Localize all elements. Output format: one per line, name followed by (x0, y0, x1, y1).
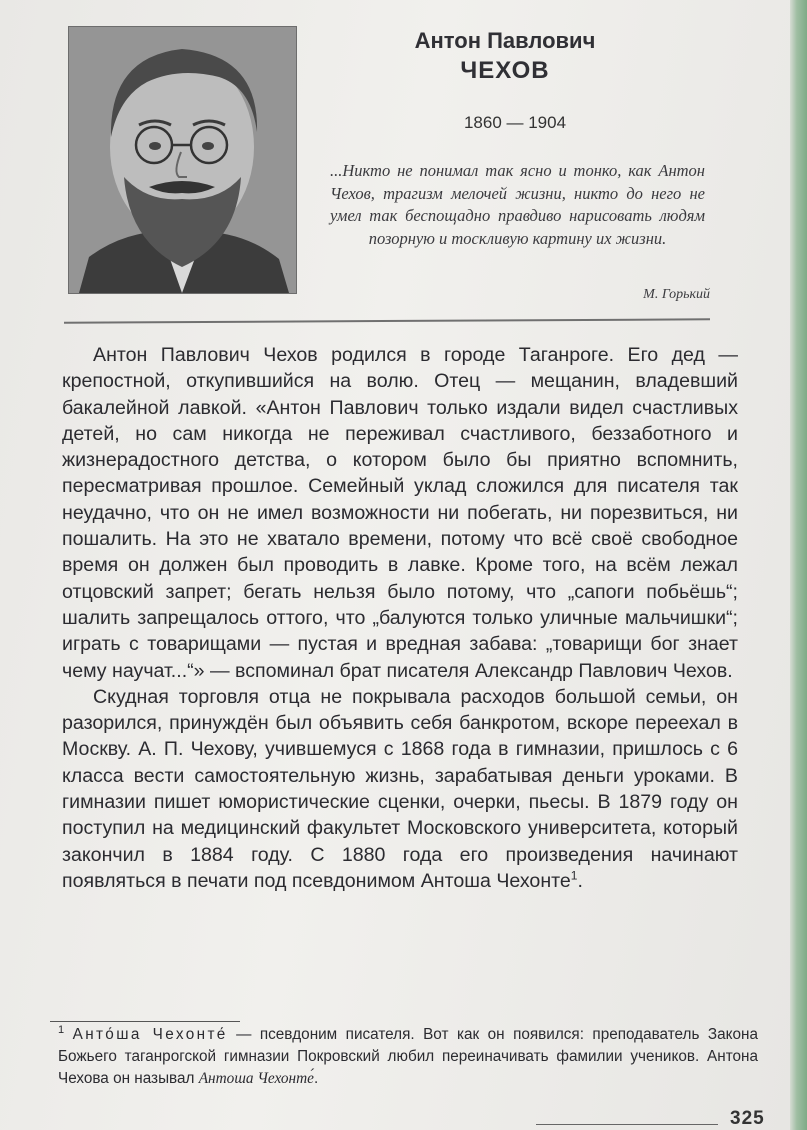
book-edge (790, 0, 807, 1130)
footnote-text: — псевдоним писателя. Вот как он появился: преподаватель Закона Божьего таганрогской гимназии Покровский любил переиначивать фамилии учеников. Антона Чехова он называл (58, 1026, 759, 1088)
page-bottom-rule (536, 1124, 718, 1125)
footnote-reference: 1 (570, 868, 578, 883)
footnote-mark: 1 (58, 1024, 65, 1036)
epigraph-author: М. Горький (643, 287, 710, 302)
author-last-name: ЧЕХОВ (460, 57, 550, 84)
paragraph-end: . (577, 869, 583, 892)
main-text (62, 342, 738, 894)
footnote (58, 1019, 758, 1090)
footnote-end: . (313, 1070, 319, 1088)
footnote-italic: Антоша Чехонте́ (198, 1070, 314, 1088)
author-portrait (68, 26, 297, 294)
page-number: 325 (730, 1108, 765, 1129)
epigraph-text: ...Никто не понимал так ясно и тонко, как Антон Чехов, трагизм мелочей жизни, никто до него не умел так беспощадно правдиво нарисовать людям позорную и тоскливую картину их жизни. (330, 161, 705, 248)
paragraph-text: Скудная торговля отца не покрывала расходов большой семьи, он разорился, принуждён был объявить себя банкротом, вскоре переехал в Москву. А. П. Чехову, учившемуся с 1868 года в гимназии, пришлось с 6 класса вести самостоятельную жизнь, зарабатывая деньги уроками. В гимназии пишет юмористические сценки, очерки, пьесы. В 1879 году он поступил на медицинский факультет Московского университета, который закончил в 1884 году. С 1880 года его произведения начинают появляться в печати под псевдонимом Антоша Чехонте (62, 685, 738, 892)
author-first-name: Антон Павлович (414, 28, 596, 53)
footnote-term: Анто́ша Чехонте́ (72, 1026, 228, 1044)
author-name (360, 26, 650, 86)
paragraph: Антон Павлович Чехов родился в городе Таганроге. Его дед — крепостной, откупившийся на волю. Отец — мещанин, владевший бакалейной лавкой. «Антон Павлович только издали видел счастливых детей, но сам никогда не переживал счастливого, беззаботного и жизнерадостного детства, о котором было бы приятно вспомнить, пересматривая прошлое. Семейный уклад сложился для писателя так неудачно, что он не имел возможности ни побегать, ни порезвиться, ни пошалить. На это не хватало времени, потому что всё своё свободное время он должен был проводить в лавке. Кроме того, на всём лежал отцовский запрет; бегать нельзя было потому, что „сапоги побьёшь“; шалить запрещалось оттого, что „балуются только уличные мальчишки“; играть с товарищами — пустая и вредная забава: „товарищи бог знает чему научат...“» — вспоминал брат писателя Александр Павлович Чехов. (62, 344, 738, 682)
life-years: 1860 — 1904 (463, 113, 567, 132)
paragraph (62, 684, 738, 894)
